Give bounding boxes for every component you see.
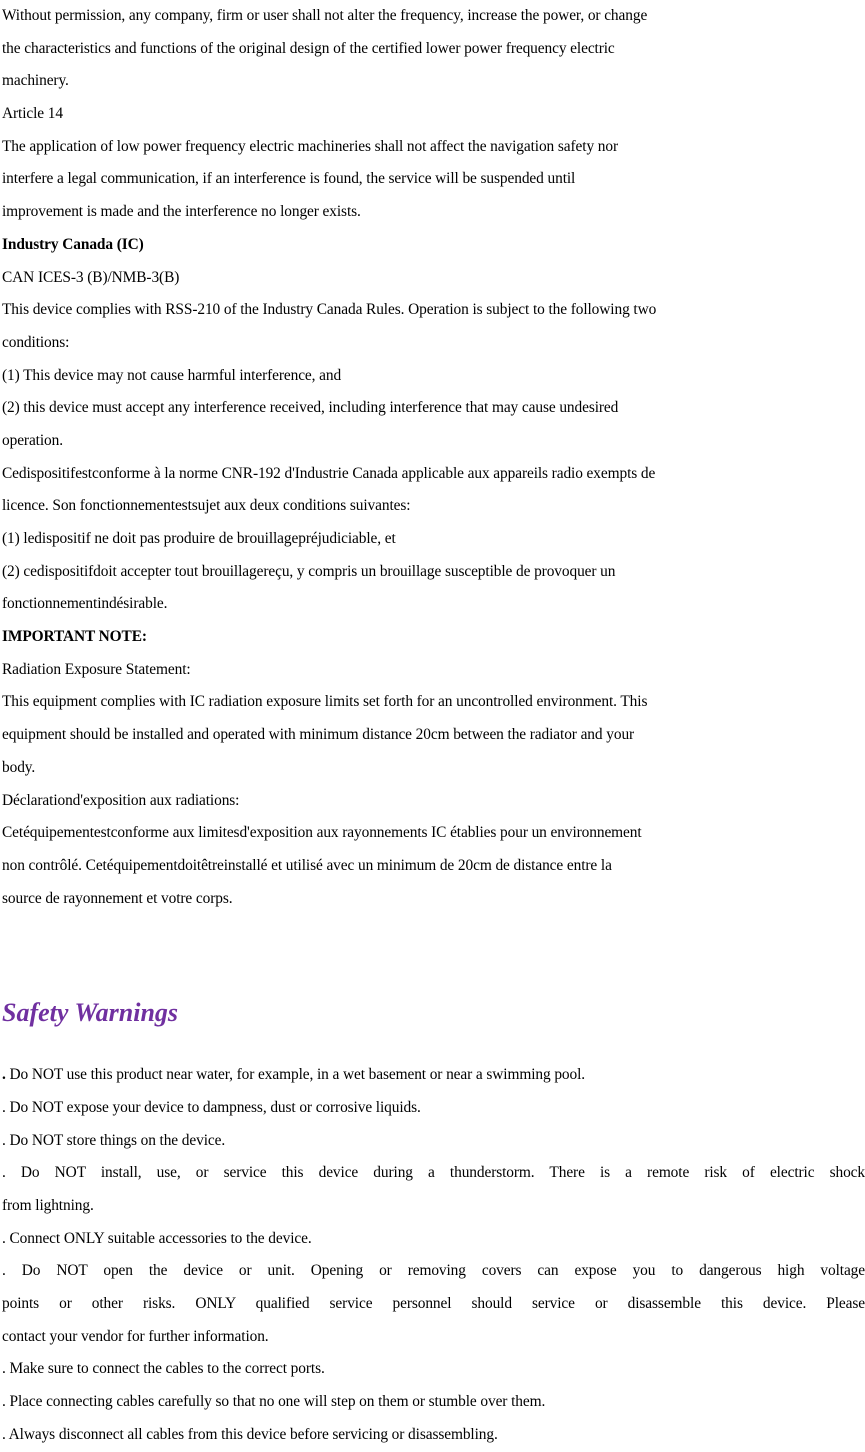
text-line: Cedispositifestconforme à la norme CNR-192 d'Industrie Canada applicable aux appareils radio exempts de: [2, 464, 656, 482]
text-line: non contrôlé. Cetéquipementdoitêtreinstallé et utilisé avec un minimum de 20cm de distance entre la: [2, 856, 612, 874]
spacer: [2, 1031, 865, 1059]
text-line: conditions:: [2, 333, 70, 351]
safety-item: points or other risks. ONLY qualified service personnel should service or disassemble this device. Please: [2, 1295, 865, 1313]
spacer: [2, 915, 865, 981]
important-note-heading: IMPORTANT NOTE:: [2, 628, 147, 646]
safety-item: from lightning.: [2, 1197, 94, 1214]
text-line: (1) ledispositif ne doit pas produire de brouillagepréjudiciable, et: [2, 530, 396, 547]
text-line: machinery.: [2, 72, 69, 90]
text-line: Without permission, any company, firm or user shall not alter the frequency, increase the power, or change: [2, 7, 648, 24]
text-line: (2) cedispositifdoit accepter tout brouillagereçu, y compris un brouillage susceptible de provoquer un: [2, 562, 616, 580]
text-line: The application of low power frequency electric machineries shall not affect the navigation safety nor: [2, 137, 619, 155]
text-line: interfere a legal communication, if an interference is found, the service will be suspended until: [2, 170, 576, 188]
text-line: improvement is made and the interference no longer exists.: [2, 203, 361, 221]
bullet-dot: .: [2, 1066, 6, 1084]
text-line: source de rayonnement et votre corps.: [2, 889, 233, 907]
article-heading: Article 14: [2, 105, 63, 123]
text-line: the characteristics and functions of the original design of the certified lower power frequency electric: [2, 39, 615, 57]
ic-heading: Industry Canada (IC): [2, 235, 144, 253]
text-line: equipment should be installed and operated with minimum distance 20cm between the radiator and your: [2, 726, 635, 744]
safety-warnings-title: Safety Warnings: [2, 998, 179, 1028]
text-line: (1) This device may not cause harmful interference, and: [2, 366, 342, 384]
text-line: body.: [2, 758, 36, 776]
safety-item: . Do NOT expose your device to dampness, dust or corrosive liquids.: [2, 1098, 421, 1116]
text-line: This device complies with RSS-210 of the Industry Canada Rules. Operation is subject to the following two: [2, 301, 657, 319]
safety-item: . Do NOT store things on the device.: [2, 1131, 226, 1149]
text-line: Radiation Exposure Statement:: [2, 660, 191, 678]
safety-item: [2, 1059, 865, 1092]
safety-item: . Do NOT open the device or unit. Opening or removing covers can expose you to dangerous high voltage: [2, 1262, 865, 1280]
text-line: CAN ICES-3 (B)/NMB-3(B): [2, 268, 180, 286]
text-line: (2) this device must accept any interference received, including interference that may cause undesired: [2, 399, 619, 417]
safety-item: contact your vendor for further information.: [2, 1327, 269, 1345]
text-line: This equipment complies with IC radiation exposure limits set forth for an uncontrolled environment. This: [2, 693, 648, 711]
text-line: Cetéquipementestconforme aux limitesd'exposition aux rayonnements IC établies pour un environnement: [2, 824, 642, 842]
safety-item: . Connect ONLY suitable accessories to the device.: [2, 1229, 312, 1247]
safety-item: . Do NOT install, use, or service this device during a thunderstorm. There is a remote risk of electric shock: [2, 1164, 865, 1182]
safety-item: . Always disconnect all cables from this device before servicing or disassembling.: [2, 1425, 498, 1443]
safety-item: . Place connecting cables carefully so that no one will step on them or stumble over them.: [2, 1393, 546, 1411]
text-line: Déclarationd'exposition aux radiations:: [2, 791, 240, 809]
text-line: licence. Son fonctionnementestsujet aux deux conditions suivantes:: [2, 497, 411, 515]
safety-item: . Make sure to connect the cables to the correct ports.: [2, 1360, 325, 1378]
safety-item-text: Do NOT use this product near water, for example, in a wet basement or near a swimming pool.: [5, 1066, 586, 1084]
text-line: operation.: [2, 431, 63, 449]
text-line: fonctionnementindésirable.: [2, 595, 168, 613]
